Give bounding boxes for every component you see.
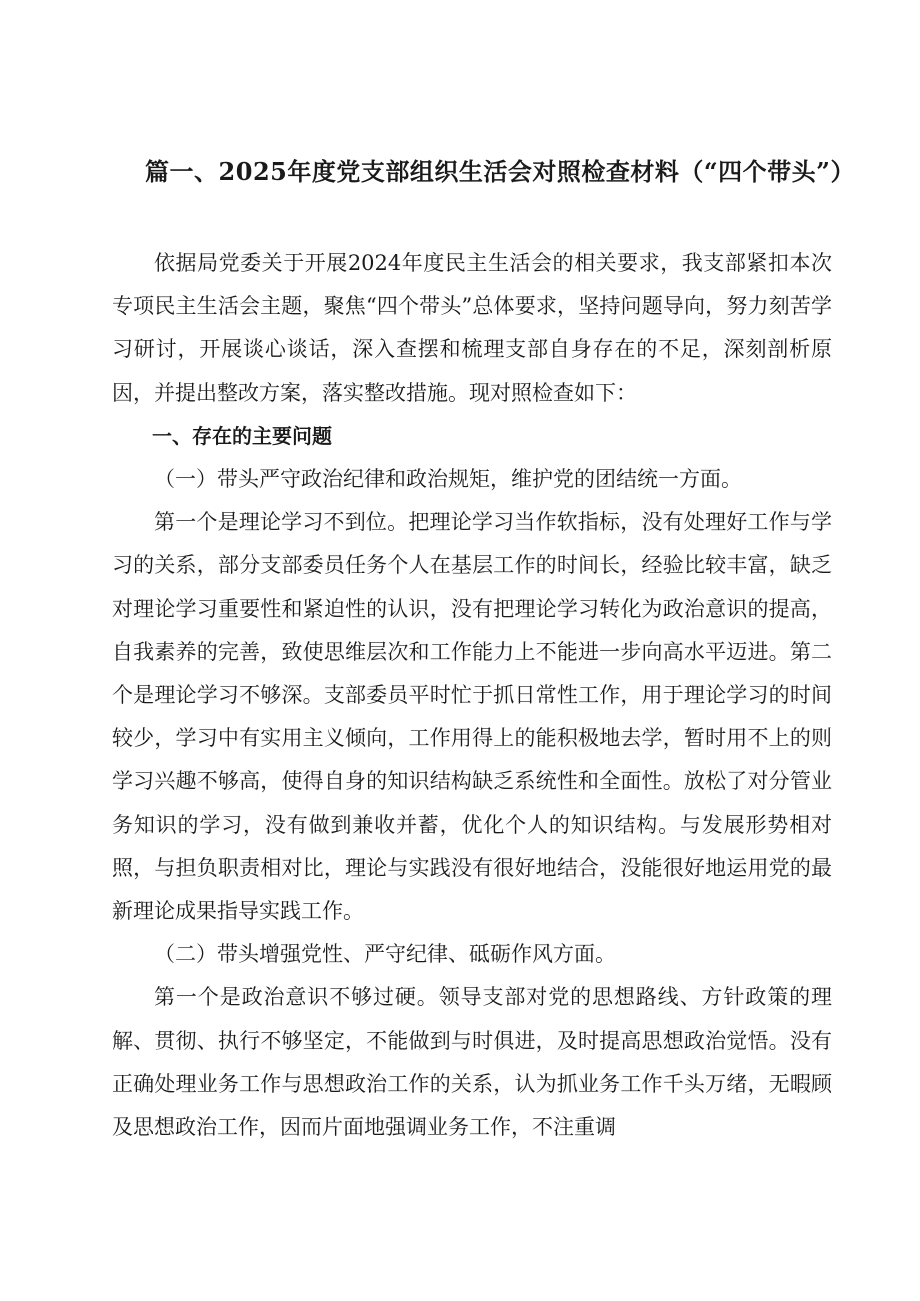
subsection-paragraph: 第一个是政治意识不够过硬。领导支部对党的思想路线、方针政策的理解、贯彻、执行不够坚定，不能做到与时俱进，及时提高思想政治觉悟。没有正确处理业务工作与思想政治工作的关系，认为抓业务工作千头万绪，无暇顾及思想政治工作，因而片面地强调业务工作，不注重调 (112, 985, 832, 1140)
subsection-heading: （二）带头增强党性、严守纪律、砥砺作风方面。 (154, 942, 616, 967)
subsection-paragraph: 第一个是理论学习不到位。把理论学习当作软指标，没有处理好工作与学习的关系，部分支部委员任务个人在基层工作的时间长，经验比较丰富，缺乏对理论学习重要性和紧迫性的认识，没有把理论学习转化为政治意识的提高，自我素养的完善，致使思维层次和工作能力上不能进一步向高水平迈进。第二个是理论学习不够深。支部委员平时忙于抓日常性工作，用于理论学习的时间较少，学习中有实用主义倾向，工作用得上的能积极地去学，暂时用不上的则学习兴趣不够高，使得自身的知识结构缺乏系统性和全面性。放松了对分管业务知识的学习，没有做到兼收并蓄，优化个人的知识结构。与发展形势相对照，与担负职责相对比，理论与实践没有很好地结合，没能很好地运用党的最新理论成果指导实践工作。 (112, 510, 832, 924)
document-body (112, 242, 832, 1149)
subsection-heading: （一）带头严守政治纪律和政治规矩，维护党的团结统一方面。 (154, 467, 742, 492)
intro-paragraph: 依据局党委关于开展2024年度民主生活会的相关要求，我支部紧扣本次专项民主生活会主题，聚焦“四个带头”总体要求，坚持问题导向，努力刻苦学习研讨，开展谈心谈话，深入查摆和梳理支部自身存在的不足，深刻剖析原因，并提出整改方案，落实整改措施。现对照检查如下： (112, 251, 832, 405)
section-heading: 一、存在的主要问题 (152, 423, 332, 448)
document-title: 篇一、2025年度党支部组织生活会对照检查材料（“四个带头”） (145, 157, 855, 186)
